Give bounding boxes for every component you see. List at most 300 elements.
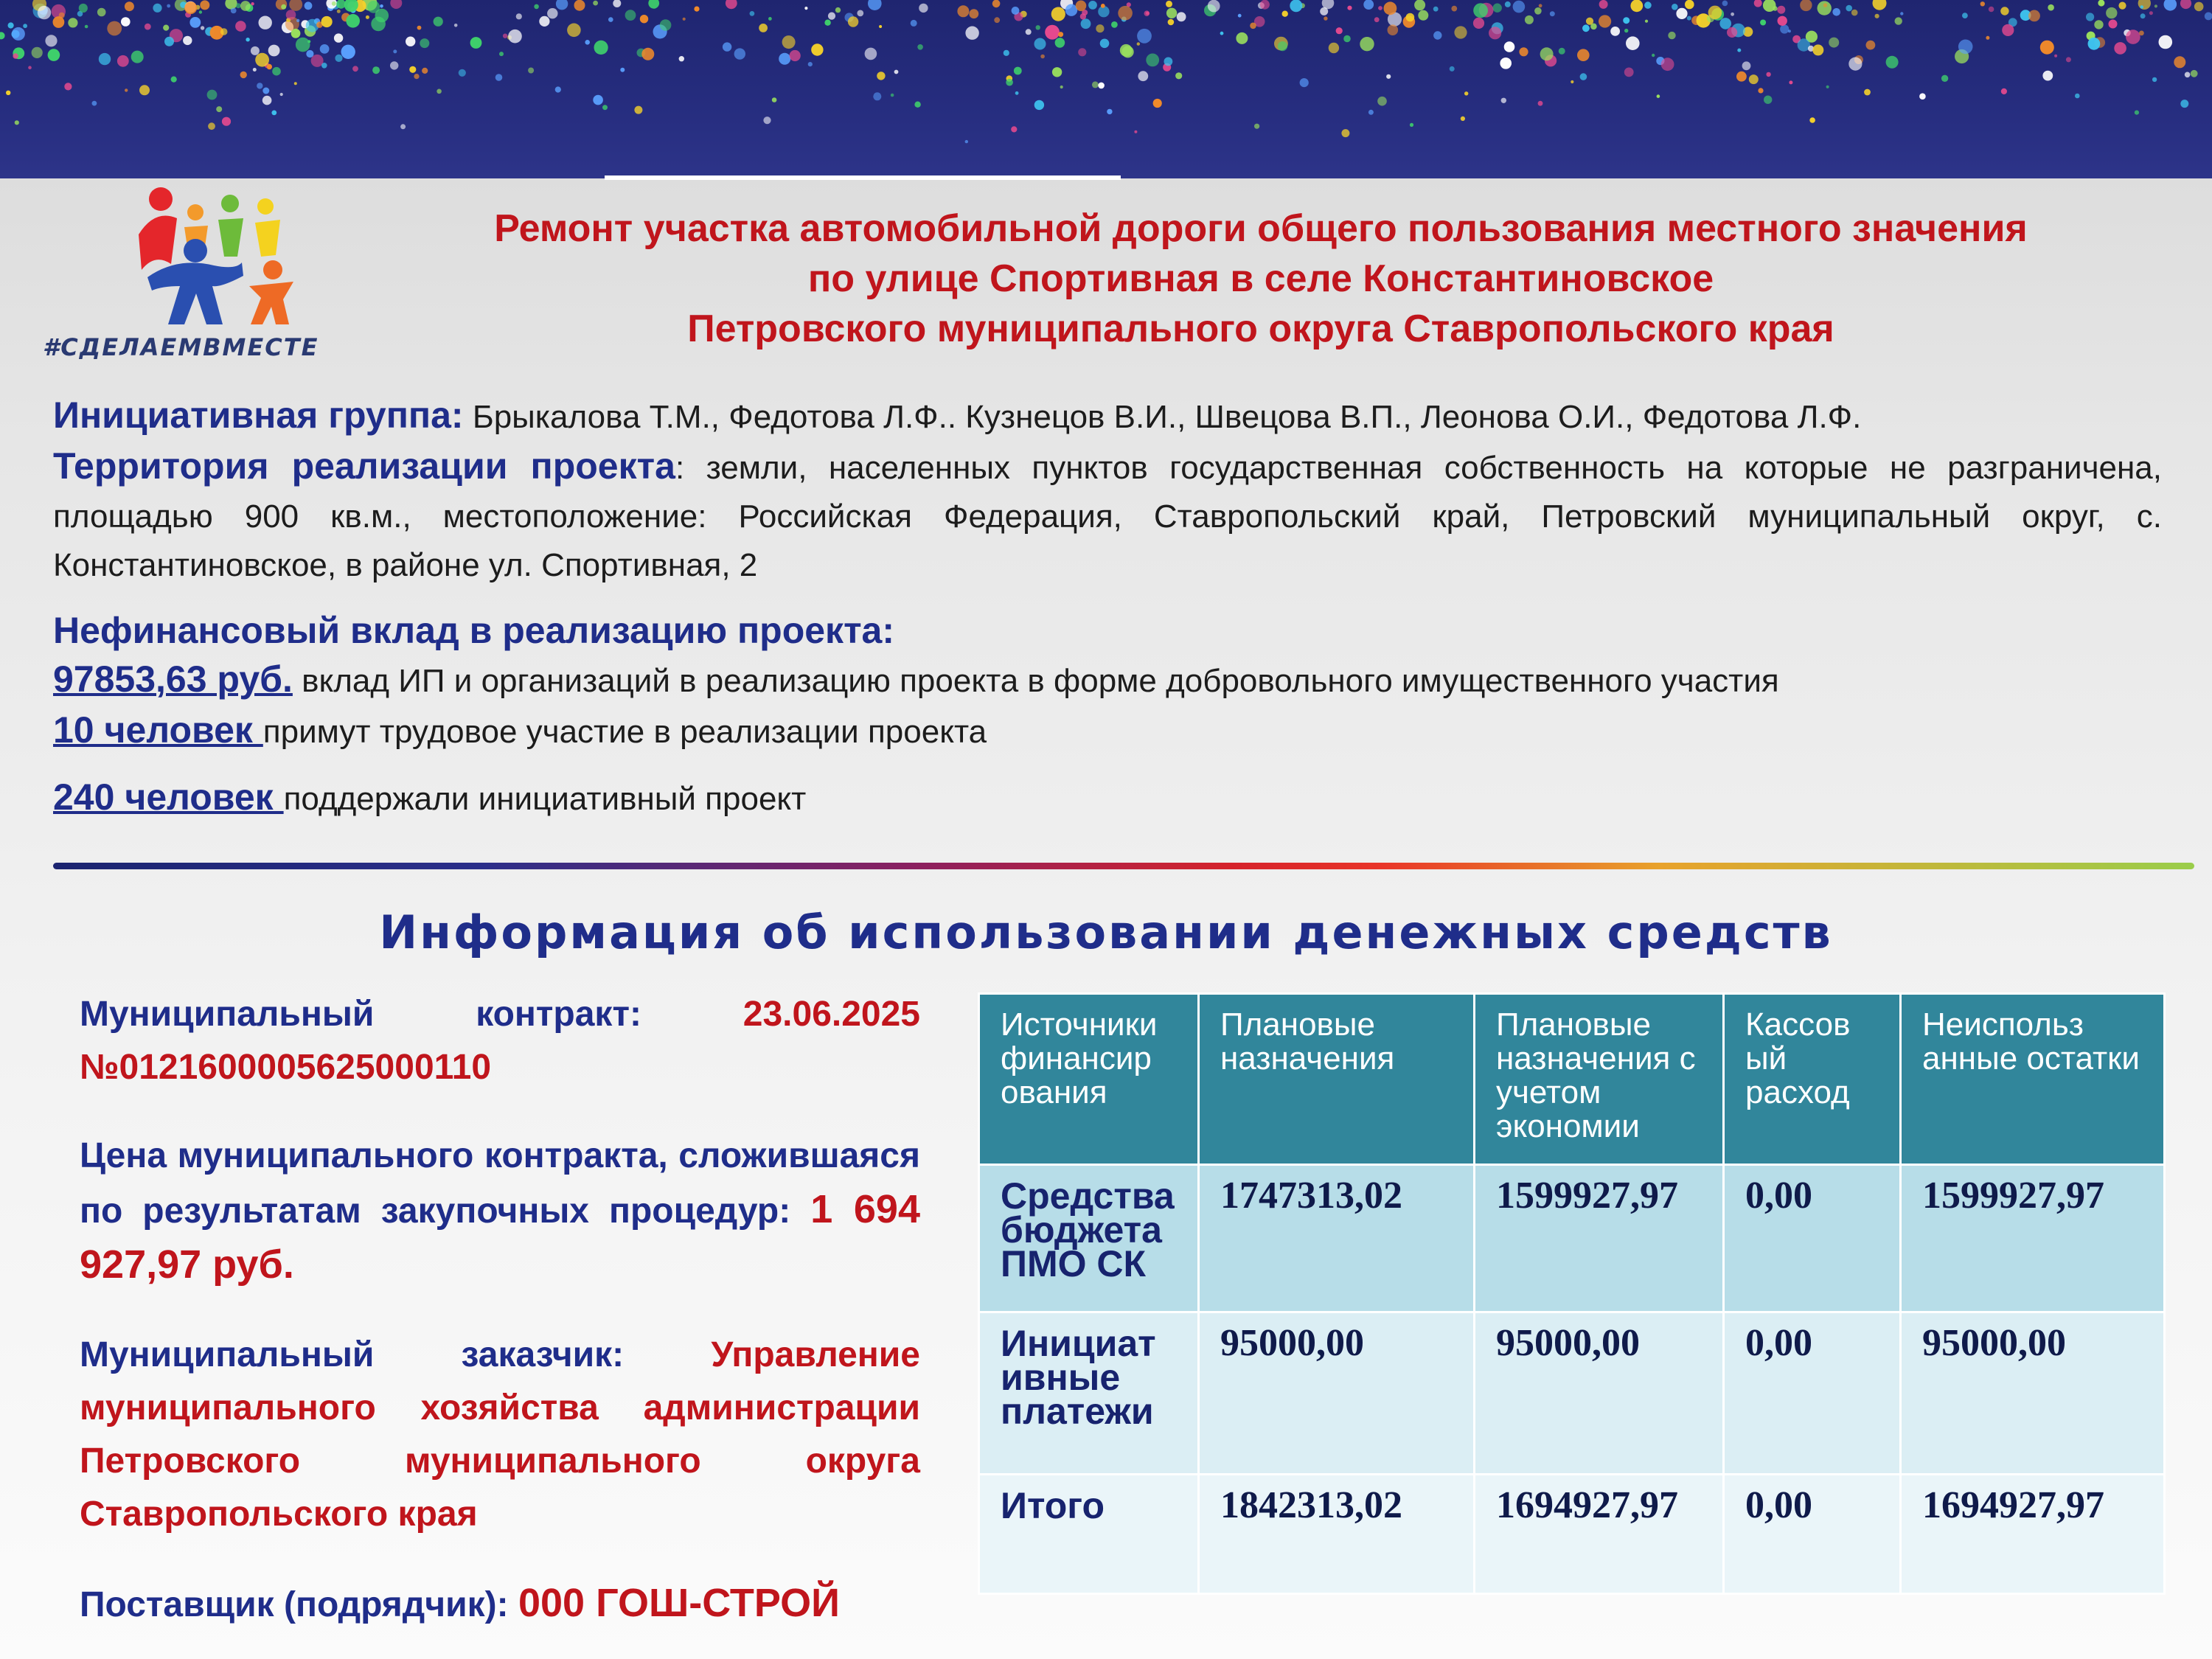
- confetti-dot: [1300, 78, 1309, 87]
- initiative-group: [53, 391, 2162, 442]
- confetti-dot: [1832, 8, 1840, 16]
- confetti-dot: [251, 2, 254, 5]
- community-logo: [125, 183, 302, 327]
- confetti-dot: [434, 17, 443, 27]
- confetti-dot: [1040, 55, 1045, 59]
- customer-value: Управление муниципального хозяйства администрации Петровского муниципального округа Ставропольского края: [80, 1335, 920, 1534]
- confetti-dot: [1118, 6, 1133, 21]
- confetti-dot: [613, 0, 621, 7]
- confetti-dot: [2098, 0, 2104, 7]
- confetti-dot: [1120, 44, 1133, 57]
- confetti-dot: [1489, 27, 1501, 39]
- cell-source: Итого: [979, 1475, 1199, 1594]
- confetti-dot: [1078, 48, 1086, 56]
- confetti-dot: [1539, 4, 1543, 7]
- confetti-dot: [2180, 0, 2191, 9]
- confetti-dot: [1324, 16, 1327, 20]
- confetti-dot: [957, 5, 969, 17]
- confetti-dot: [99, 53, 111, 65]
- confetti-dot: [1208, 0, 1220, 13]
- confetti-dot: [634, 106, 642, 114]
- confetti-dot: [594, 41, 608, 55]
- confetti-dot: [1812, 44, 1823, 55]
- confetti-dot: [267, 64, 272, 69]
- confetti-dot: [125, 88, 128, 91]
- confetti-dot: [1657, 94, 1660, 98]
- confetti-dot: [409, 66, 416, 73]
- confetti-dot: [1731, 13, 1734, 16]
- confetti-dot: [262, 88, 269, 94]
- confetti-dot: [1505, 1, 1511, 7]
- confetti-dot: [1473, 18, 1484, 29]
- contract-label: Муниципальный контракт:: [80, 995, 641, 1034]
- confetti-dot: [184, 1, 197, 14]
- confetti-dot: [1941, 75, 1948, 82]
- confetti-dot: [1586, 18, 1593, 25]
- confetti-dot: [1851, 10, 1858, 16]
- confetti-dot: [1864, 89, 1871, 96]
- confetti-dot: [1092, 81, 1099, 88]
- confetti-dot: [15, 120, 19, 125]
- cell-spent: 0,00: [1724, 1165, 1901, 1312]
- confetti-dot: [0, 32, 5, 39]
- confetti-dot: [865, 48, 877, 60]
- confetti-dot: [2118, 2, 2126, 10]
- confetti-dot: [1034, 38, 1046, 50]
- confetti-dot: [2135, 111, 2139, 115]
- confetti-dot: [1343, 35, 1351, 43]
- confetti-dot: [220, 28, 228, 35]
- confetti-dot: [1846, 5, 1852, 12]
- confetti-dot: [503, 34, 507, 38]
- supplier-value: 000 ГОШ-СТРОЙ: [518, 1581, 840, 1625]
- confetti-dot: [1501, 98, 1506, 103]
- confetti-dot: [694, 7, 699, 12]
- cell-planned: 1842313,02: [1199, 1475, 1475, 1594]
- confetti-dot: [1764, 96, 1772, 104]
- confetti-dot: [1473, 3, 1488, 18]
- confetti-dot: [1626, 36, 1640, 50]
- confetti-dot: [28, 66, 32, 69]
- confetti-dot: [679, 56, 684, 61]
- price-label: Цена муниципального контракта, сложившаяся по результатам закупочных процедур:: [80, 1136, 920, 1231]
- confetti-dot: [1980, 1, 1985, 6]
- confetti-dot: [1504, 41, 1515, 52]
- confetti-dot: [1780, 24, 1789, 33]
- confetti-dot: [296, 19, 299, 22]
- confetti-dot: [13, 53, 18, 58]
- confetti-dot: [334, 33, 343, 42]
- confetti-dot: [790, 50, 801, 61]
- confetti-dot: [919, 4, 928, 13]
- confetti-dot: [1958, 40, 1973, 55]
- confetti-dot: [2066, 57, 2071, 62]
- confetti-dot: [341, 45, 355, 59]
- confetti-dots: [0, 0, 2212, 178]
- finance-table: [978, 992, 2166, 1595]
- confetti-dot: [1538, 101, 1543, 106]
- confetti-dot: [246, 38, 249, 41]
- support-text: поддержали инициативный проект: [283, 781, 807, 817]
- confetti-dot: [660, 19, 672, 31]
- confetti-dot: [1146, 54, 1159, 67]
- confetti-dot: [1347, 6, 1352, 10]
- confetti-dot: [255, 53, 269, 67]
- confetti-dot: [1571, 80, 1573, 83]
- confetti-dot: [2185, 72, 2191, 78]
- confetti-dot: [1672, 4, 1678, 10]
- confetti-dot: [2002, 24, 2014, 36]
- confetti-dot: [271, 111, 276, 116]
- cell-planned-econ: 1694927,97: [1475, 1475, 1724, 1594]
- confetti-dot: [253, 68, 257, 72]
- confetti-dot: [1006, 79, 1013, 86]
- confetti-dot: [1525, 15, 1534, 24]
- confetti-dot: [547, 8, 557, 18]
- confetti-dot: [567, 24, 581, 38]
- confetti-dot: [585, 40, 590, 45]
- confetti-dot: [1220, 32, 1224, 35]
- confetti-dot: [64, 83, 72, 90]
- confetti-dot: [1414, 0, 1425, 10]
- confetti-dot: [539, 16, 549, 27]
- confetti-dot: [891, 94, 894, 97]
- confetti-dot: [125, 1, 134, 11]
- confetti-dot: [417, 26, 422, 30]
- header-planned-econ: Плановые назначения с учетом экономии: [1475, 994, 1724, 1165]
- confetti-dot: [1788, 29, 1791, 32]
- confetti-dot: [1278, 41, 1287, 51]
- contribution-amount: 97853,63 руб.: [53, 658, 293, 700]
- confetti-dot: [1236, 32, 1248, 44]
- confetti-dot: [768, 17, 772, 21]
- confetti-dot: [1418, 10, 1428, 21]
- confetti-dot: [1962, 13, 1968, 18]
- cell-planned-econ: 95000,00: [1475, 1312, 1724, 1475]
- confetti-dot: [914, 102, 920, 108]
- confetti-dot: [873, 92, 881, 100]
- confetti-dot: [750, 11, 755, 16]
- confetti-dot: [1866, 41, 1876, 50]
- confetti-dot: [1386, 74, 1391, 79]
- confetti-dot: [965, 27, 978, 40]
- confetti-dot: [1652, 54, 1655, 57]
- cell-remaining: 1694927,97: [1901, 1475, 2165, 1594]
- confetti-dot: [1433, 7, 1439, 12]
- confetti-dot: [1166, 8, 1177, 18]
- confetti-dot: [1500, 58, 1512, 69]
- confetti-dot: [85, 25, 88, 29]
- confetti-dot: [183, 36, 192, 45]
- confetti-dot: [294, 82, 297, 85]
- confetti-dot: [641, 48, 654, 60]
- confetti-dot: [828, 13, 835, 20]
- banner-stripe: [605, 175, 1121, 180]
- confetti-dot: [225, 0, 237, 10]
- confetti-dot: [139, 85, 150, 95]
- territory-value: : земли, населенных пунктов государственная собственность на которые не разграничена, площадью 900 кв.м., местоположение: Российская Федерация, Ставропольский край, Петровский муниципальный округ, с. Константиновское, в районе ул. Спортивная, 2: [53, 450, 2162, 583]
- confetti-dot: [1749, 74, 1759, 84]
- confetti-dot: [1451, 6, 1457, 12]
- confetti-dot: [1645, 20, 1648, 23]
- confetti-dot: [291, 29, 301, 38]
- confetti-dot: [1754, 0, 1762, 7]
- title-line-3: Петровского муниципального округа Ставропольского края: [687, 307, 1834, 350]
- confetti-dot: [1450, 66, 1455, 72]
- confetti-dot: [231, 8, 237, 14]
- confetti-dot: [208, 122, 215, 130]
- confetti-dot: [2028, 10, 2040, 22]
- initiative-group-value: Брыкалова Т.М., Федотова Л.Ф.. Кузнецов В.И., Швецова В.П., Леонова О.И., Федотова Л.Ф.: [472, 399, 1862, 435]
- confetti-dot: [131, 51, 144, 63]
- confetti-dot: [1101, 4, 1105, 8]
- confetti-dot: [352, 66, 358, 72]
- confetti-dot: [153, 4, 161, 13]
- confetti-dot: [917, 44, 923, 50]
- confetti-dot: [79, 4, 88, 13]
- confetti-dot: [337, 10, 341, 13]
- confetti-dot: [1055, 38, 1065, 48]
- confetti-dot: [2040, 41, 2054, 55]
- confetti-dot: [516, 13, 522, 19]
- confetti-dot: [366, 15, 369, 19]
- confetti-dot: [164, 37, 174, 46]
- confetti-dot: [593, 95, 603, 105]
- confetti-dot: [1290, 0, 1302, 12]
- confetti-dot: [1080, 13, 1086, 19]
- confetti-dot: [2109, 20, 2118, 29]
- confetti-dot: [1773, 6, 1778, 11]
- confetti-dot: [92, 101, 97, 106]
- confetti-dot: [280, 93, 283, 96]
- confetti-dot: [1058, 32, 1063, 37]
- confetti-dot: [1737, 49, 1741, 52]
- confetti-dot: [23, 24, 27, 28]
- confetti-dot: [68, 18, 77, 27]
- confetti-dot: [1238, 14, 1242, 18]
- confetti-dot: [1060, 86, 1063, 88]
- confetti-dot: [171, 77, 177, 83]
- confetti-dot: [969, 9, 978, 18]
- table-row: [979, 1475, 2165, 1594]
- confetti-dot: [420, 38, 429, 48]
- confetti-dot: [406, 37, 415, 46]
- cell-source: Инициат ивные платежи: [979, 1312, 1199, 1475]
- cell-planned-econ: 1599927,97: [1475, 1165, 1724, 1312]
- confetti-dot: [1433, 31, 1441, 39]
- confetti-dot: [868, 0, 882, 10]
- confetti-dot: [1177, 12, 1186, 21]
- confetti-dot: [1034, 100, 1044, 110]
- confetti-dot: [201, 26, 204, 29]
- confetti-dot: [222, 117, 231, 126]
- confetti-dot: [1610, 27, 1620, 36]
- confetti-dot: [508, 29, 522, 44]
- confetti-dot: [1052, 67, 1062, 77]
- confetti-dot: [1534, 7, 1542, 15]
- header-remaining: Неиспольз анные остатки: [1901, 994, 2165, 1165]
- confetti-dot: [1153, 99, 1162, 108]
- confetti-dot: [1051, 7, 1065, 21]
- contract-price: [80, 1130, 920, 1293]
- table-row: [979, 1312, 2165, 1475]
- confetti-dot: [1989, 7, 1994, 13]
- labor-participation: [53, 706, 2162, 757]
- confetti-dot: [528, 68, 534, 74]
- confetti-dot: [1873, 0, 1887, 10]
- confetti-dot: [1644, 1, 1652, 9]
- confetti-dot: [1661, 58, 1674, 71]
- confetti-dot: [994, 17, 1000, 23]
- confetti-dot: [1014, 67, 1022, 75]
- table-row: [979, 1165, 2165, 1312]
- confetti-dot: [1624, 68, 1634, 77]
- confetti-dot: [2048, 4, 2054, 11]
- confetti-dot: [199, 10, 202, 13]
- supplier: [80, 1576, 920, 1632]
- title-line-1: Ремонт участка автомобильной дороги общего пользования местного значения: [494, 207, 2028, 250]
- confetti-dot: [1630, 0, 1643, 12]
- confetti-dot: [1111, 21, 1118, 28]
- confetti-dot: [804, 7, 807, 10]
- confetti-dot: [1829, 38, 1839, 48]
- confetti-dot: [1254, 124, 1259, 129]
- confetti-dot: [107, 21, 122, 36]
- title-line-2: по улице Спортивная в селе Константиновское: [807, 257, 1714, 300]
- confetti-dot: [911, 20, 917, 27]
- confetti-dot: [1336, 27, 1343, 34]
- confetti-dot: [346, 14, 360, 28]
- confetti-dot: [879, 25, 882, 28]
- confetti-dot: [1708, 6, 1722, 20]
- header-planned: Плановые назначения: [1199, 994, 1475, 1165]
- confetti-dot: [1137, 29, 1152, 44]
- confetti-dot: [470, 37, 482, 49]
- confetti-dot: [163, 25, 169, 31]
- confetti-dot: [782, 35, 796, 49]
- property-contribution: [53, 655, 2162, 706]
- cell-planned: 1747313,02: [1199, 1165, 1475, 1312]
- confetti-dot: [1166, 1, 1172, 7]
- confetti-dot: [1623, 17, 1630, 24]
- confetti-dot: [1168, 19, 1175, 26]
- confetti-dot: [1011, 126, 1017, 132]
- confetti-dot: [763, 116, 771, 124]
- confetti-dot: [1760, 20, 1766, 26]
- confetti-dot: [556, 0, 568, 10]
- labor-count: 10 человек: [53, 709, 263, 751]
- confetti-dot: [857, 10, 863, 17]
- territory-label: Территория реализации проекта: [53, 445, 675, 487]
- confetti-dot: [1580, 73, 1587, 80]
- confetti-dot: [2140, 5, 2144, 9]
- confetti-dot: [1250, 23, 1256, 29]
- confetti-dot: [1036, 25, 1040, 29]
- confetti-dot: [608, 17, 613, 22]
- header-source: Источники финансир ования: [979, 994, 1199, 1165]
- support-count: 240 человек: [53, 776, 284, 818]
- confetti-dot: [32, 47, 43, 58]
- confetti-dot: [2152, 77, 2157, 82]
- confetti-dot: [811, 44, 823, 55]
- confetti-dot: [1134, 131, 1137, 133]
- confetti-dot: [1758, 88, 1763, 93]
- confetti-dot: [268, 45, 280, 57]
- confetti-dot: [380, 4, 383, 8]
- confetti-dot: [296, 38, 310, 52]
- confetti-dot: [1377, 97, 1387, 106]
- confetti-dot: [335, 55, 342, 62]
- confetti-dot: [1282, 11, 1288, 17]
- confetti-dot: [1919, 93, 1926, 100]
- confetti-dot: [1012, 7, 1020, 15]
- confetti-dot: [367, 1, 380, 13]
- confetti-dot: [2001, 88, 2007, 94]
- confetti-dot: [1687, 16, 1691, 21]
- confetti-dot: [1777, 6, 1785, 14]
- confetti-dot: [371, 17, 386, 32]
- confetti-dot: [1875, 14, 1879, 18]
- confetti-dot: [1378, 6, 1382, 10]
- confetti-dot: [1519, 47, 1528, 56]
- confetti-dot: [848, 16, 858, 27]
- cell-remaining: 1599927,97: [1901, 1165, 2165, 1312]
- confetti-dot: [262, 96, 272, 105]
- confetti-dot: [648, 0, 659, 9]
- confetti-dot: [1026, 29, 1032, 35]
- confetti-dot: [2140, 13, 2146, 18]
- contract-date: 23.06.2025: [742, 995, 920, 1034]
- confetti-dot: [2205, 13, 2212, 21]
- confetti-dot: [251, 46, 260, 55]
- confetti-dot: [320, 44, 330, 54]
- confetti-dot: [1778, 16, 1787, 26]
- confetti-dot: [1540, 47, 1554, 60]
- confetti-dot: [1360, 37, 1374, 51]
- cell-spent: 0,00: [1724, 1312, 1901, 1475]
- confetti-dot: [835, 7, 841, 13]
- confetti-dot: [1088, 1, 1097, 10]
- gradient-divider: [53, 863, 2194, 869]
- cell-source: Средства бюджета ПМО СК: [979, 1165, 1199, 1312]
- page-title: [354, 204, 2168, 354]
- confetti-dot: [1384, 1, 1397, 15]
- confetti-dot: [1363, 0, 1374, 10]
- confetti-dot: [1175, 72, 1182, 79]
- confetti-dot: [240, 1, 251, 11]
- confetti-dot: [640, 15, 648, 23]
- confetti-dot: [1374, 17, 1380, 22]
- confetti-dot: [534, 4, 539, 10]
- confetti-dot: [1329, 43, 1339, 53]
- labor-text: примут трудовое участие в реализации проекта: [262, 714, 987, 750]
- confetti-dot: [1800, 0, 1812, 11]
- confetti-dot: [207, 90, 218, 100]
- confetti-dot: [2106, 7, 2117, 18]
- contract-number: №0121600005625000110: [80, 1048, 492, 1087]
- confetti-dot: [332, 1, 336, 6]
- confetti-dot: [1599, 15, 1611, 27]
- confetti-dot: [97, 8, 106, 17]
- confetti-dot: [1727, 27, 1737, 38]
- confetti-dot: [2088, 38, 2101, 50]
- hashtag-label: #СДЕЛАЕМВМЕСТЕ: [43, 333, 319, 361]
- confetti-dot: [965, 140, 968, 143]
- confetti-dot: [1410, 123, 1413, 127]
- confetti-dot: [602, 105, 608, 110]
- section-title: Информация об использовании денежных средств: [379, 905, 1833, 959]
- initiative-group-label: Инициативная группа:: [53, 394, 464, 436]
